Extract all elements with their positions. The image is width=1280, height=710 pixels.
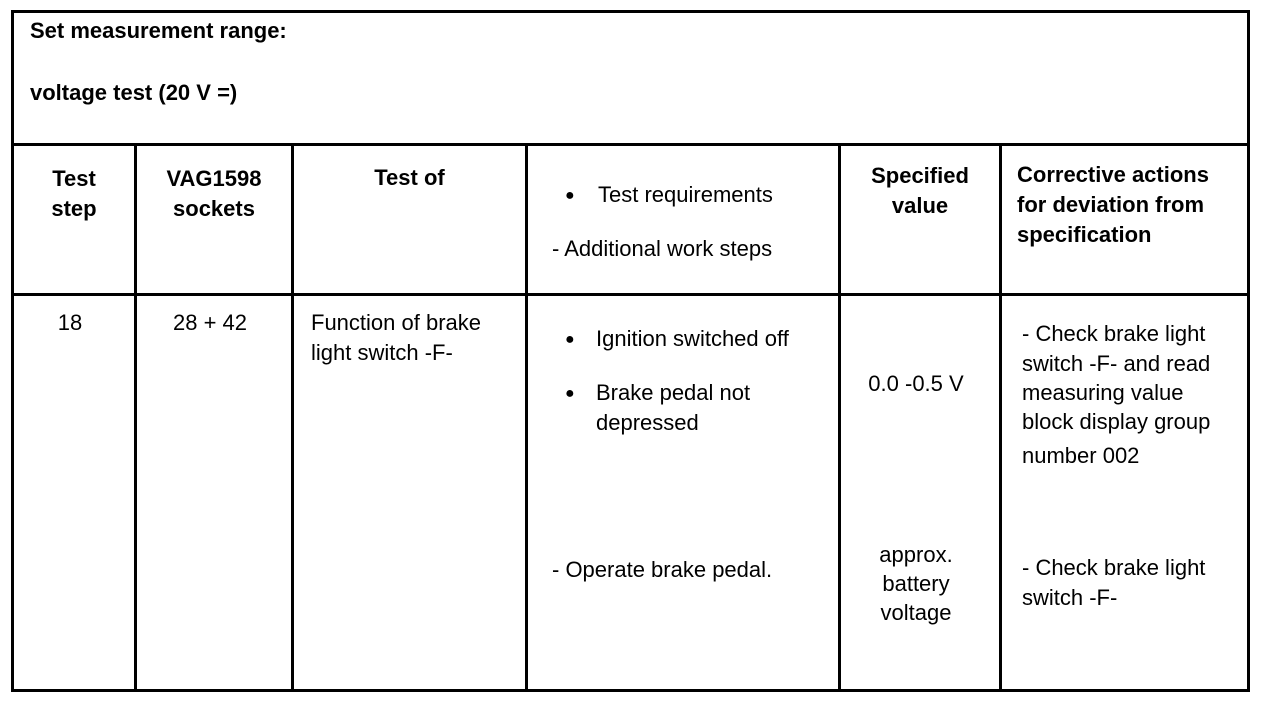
row-sockets: 28 + 42: [172, 310, 247, 335]
row-specified-value-2-line1: approx.: [879, 542, 953, 567]
col-divider-2: [291, 143, 294, 692]
col-header-sockets-line2: sockets: [173, 196, 255, 221]
row-corrective-1-line2: switch -F- and read: [1022, 351, 1211, 376]
voltage-test-label: voltage test (20 V =): [30, 80, 238, 105]
col-header-corrective-line3: specification: [1017, 222, 1152, 247]
row-corrective-1-line1: - Check brake light: [1022, 321, 1206, 346]
row-corrective-1-line5: number 002: [1022, 443, 1140, 468]
row-corrective-2-line1: - Check brake light: [1022, 555, 1206, 580]
col-header-test-step-line2: step: [51, 196, 97, 221]
row-specified-value-1: 0.0 -0.5 V: [868, 371, 964, 396]
bullet-icon: ●: [565, 385, 575, 402]
row-requirement-ignition: Ignition switched off: [596, 326, 789, 351]
col-header-test-step-line1: Test: [52, 166, 96, 191]
col-divider-5: [999, 143, 1002, 692]
col-header-test-of: Test of: [374, 165, 445, 190]
row-test-of-line2: light switch -F-: [311, 340, 453, 365]
row-operate-brake-pedal: - Operate brake pedal.: [552, 557, 773, 582]
measurement-range-title: Set measurement range:: [30, 18, 287, 43]
row-corrective-2-line2: switch -F-: [1022, 585, 1118, 610]
col-header-corrective-line2: for deviation from: [1017, 192, 1205, 217]
row-test-of-line1: Function of brake: [311, 310, 481, 335]
col-header-additional-steps: - Additional work steps: [552, 236, 773, 261]
row-requirement-brake-line2: depressed: [596, 410, 699, 435]
col-header-test-requirements: Test requirements: [598, 182, 773, 207]
row-test-step: 18: [57, 310, 83, 335]
bullet-icon: ●: [565, 187, 575, 204]
row-specified-value-2-line2: battery: [882, 571, 950, 596]
col-header-sockets-line1: VAG1598: [166, 166, 262, 191]
row-requirement-brake-line1: Brake pedal not: [596, 380, 751, 405]
col-divider-3: [525, 143, 528, 692]
header-divider: [11, 143, 1250, 146]
row-corrective-1-line3: measuring value: [1022, 380, 1184, 405]
bullet-icon: ●: [565, 331, 575, 348]
row-corrective-1-line4: block display group: [1022, 409, 1211, 434]
column-header-divider: [11, 293, 1250, 296]
row-specified-value-2-line3: voltage: [880, 600, 952, 625]
col-divider-1: [134, 143, 137, 692]
col-header-specified-line1: Specified: [871, 163, 969, 188]
col-header-specified-line2: value: [891, 193, 949, 218]
col-header-corrective-line1: Corrective actions: [1017, 162, 1209, 187]
